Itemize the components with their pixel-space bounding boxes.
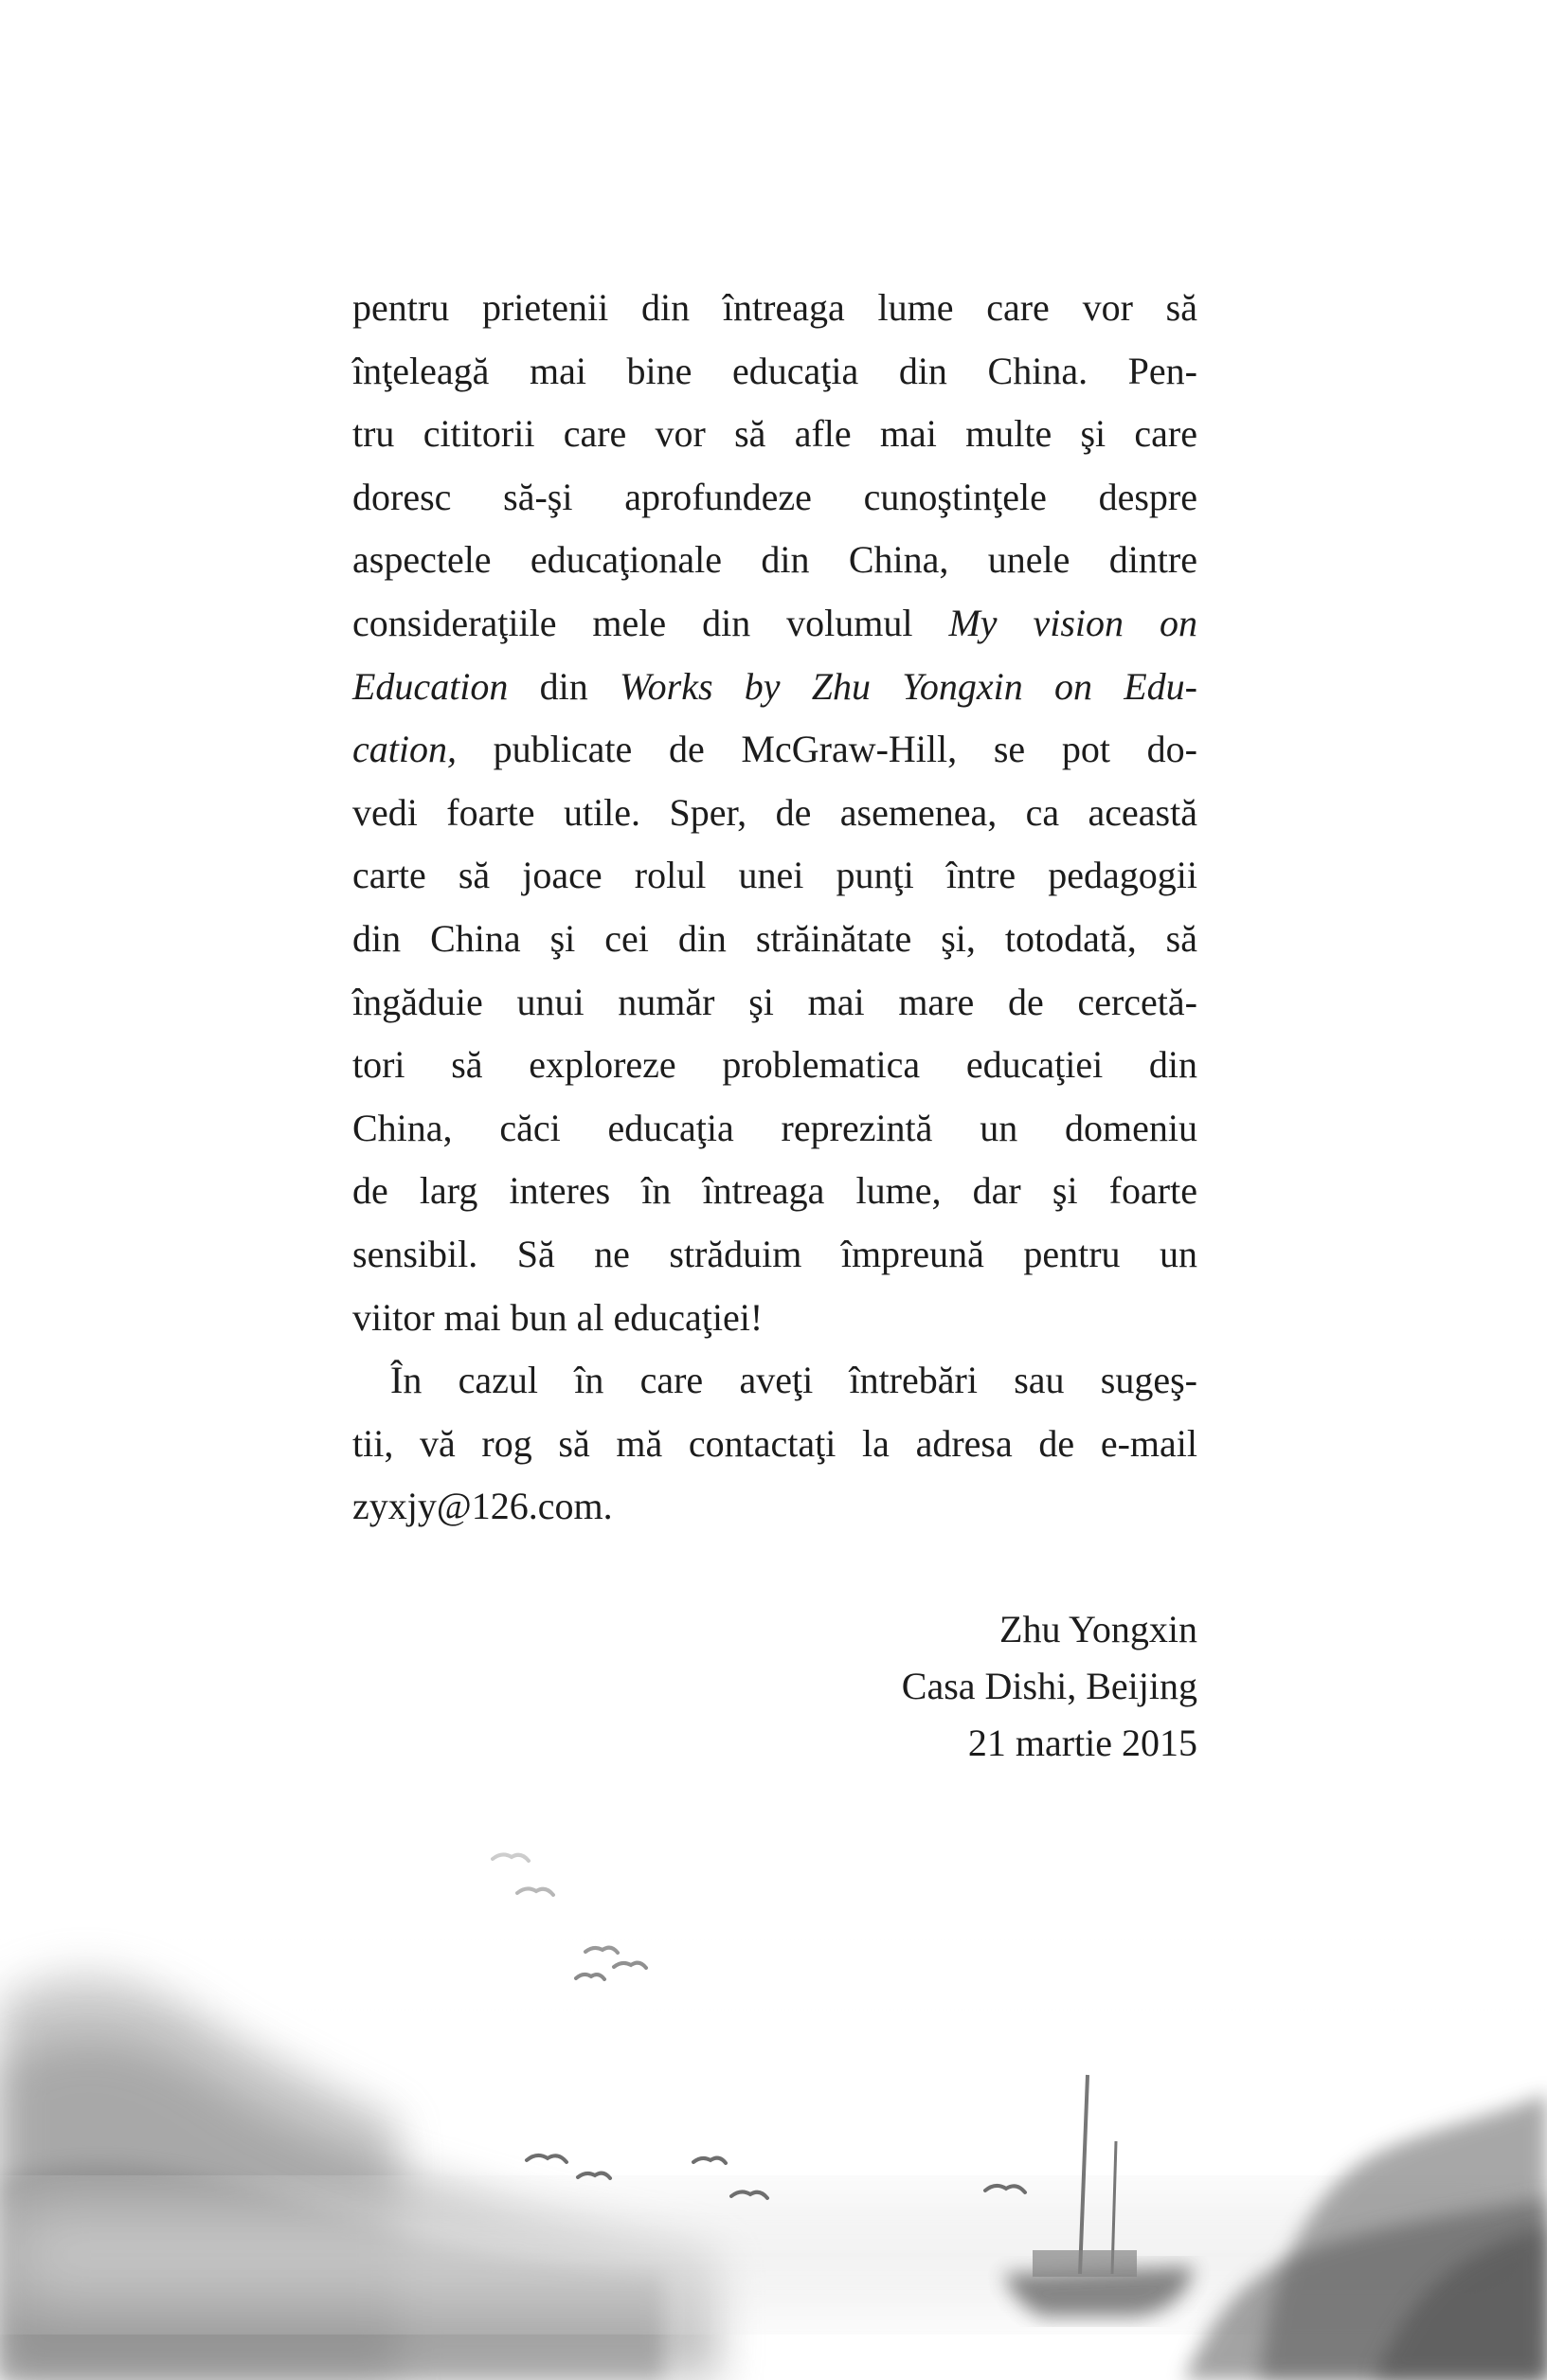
text-fragment: tori să exploreze problematica educaţiei din <box>352 1043 1197 1087</box>
bird <box>578 2173 610 2178</box>
bird <box>731 2191 767 2198</box>
text-line <box>352 340 1197 404</box>
italic-title: Education <box>352 664 509 708</box>
text-line <box>352 1287 1197 1350</box>
text-fragment: În cazul în care aveţi întrebări sau sugeş- <box>390 1359 1197 1402</box>
author-place: Casa Dishi, Beijing <box>901 1665 1197 1707</box>
text-line <box>352 844 1197 908</box>
text-line <box>352 277 1197 340</box>
text-fragment: China, căci educaţia reprezintă un domeniu <box>352 1106 1197 1149</box>
text-line <box>352 592 1197 656</box>
italic-title: My vision on <box>948 601 1197 644</box>
text-fragment: tru cititorii care vor să afle mai multe şi care <box>352 412 1197 456</box>
italic-title: cation, <box>352 728 457 771</box>
text-fragment: de larg interes în întreaga lume, dar şi foarte <box>352 1169 1197 1213</box>
signature-block <box>902 1601 1197 1772</box>
text-line <box>352 1475 1197 1539</box>
text-fragment: carte să joace rolul unei punţi între pedagogii <box>352 854 1197 897</box>
author-name: Zhu Yongxin <box>999 1608 1197 1650</box>
text-fragment: înţeleagă mai bine educaţia din China. Pen- <box>352 349 1197 392</box>
text-line <box>352 466 1197 530</box>
text-line <box>352 1097 1197 1161</box>
text-fragment: sensibil. Să ne străduim împreună pentru un <box>352 1232 1197 1275</box>
paragraph-1 <box>352 277 1197 1349</box>
bird <box>693 2158 726 2163</box>
text-fragment: consideraţiile mele din volumul <box>352 601 949 644</box>
text-line <box>352 782 1197 845</box>
text-line <box>352 1160 1197 1223</box>
letter-date: 21 martie 2015 <box>967 1722 1197 1764</box>
text-line <box>352 971 1197 1035</box>
text-fragment: tii, vă rog să mă contactaţi la adresa de e-mail <box>352 1421 1197 1465</box>
bird <box>985 2186 1025 2192</box>
text-fragment: publicate de McGraw-Hill, se pot do- <box>456 728 1197 771</box>
text-fragment: aspectele educaţionale din China, unele dintre <box>352 538 1197 582</box>
bird <box>527 2155 567 2162</box>
text-line <box>352 718 1197 782</box>
text-fragment: vedi foarte utile. Sper, de asemenea, ca această <box>352 790 1197 834</box>
text-line <box>352 908 1197 971</box>
ink-landscape-illustration <box>0 1781 1547 2380</box>
text-line <box>352 403 1197 466</box>
text-line <box>352 529 1197 592</box>
paragraph-2 <box>352 1349 1197 1539</box>
text-fragment: viitor mai bun al educaţiei! <box>352 1295 764 1339</box>
text-fragment: pentru prietenii din întreaga lume care vor să <box>352 286 1197 329</box>
text-fragment: din China şi cei din străinătate şi, totodată, să <box>352 916 1197 960</box>
text-line <box>352 1413 1197 1476</box>
sailing-boat <box>1004 2075 1194 2317</box>
text-fragment: zyxjy@126.com. <box>352 1485 613 1528</box>
text-fragment: doresc să-şi aprofundeze cunoştinţele despre <box>352 475 1197 518</box>
text-line <box>352 1034 1197 1097</box>
text-fragment: îngăduie unui număr şi mai mare de cercetă- <box>352 980 1197 1023</box>
text-line <box>352 1349 1197 1413</box>
text-fragment: din <box>508 664 621 708</box>
text-line <box>352 1223 1197 1287</box>
letter-body <box>352 277 1197 1539</box>
text-line <box>352 656 1197 719</box>
italic-title: Works by Zhu Yongxin on Edu- <box>620 664 1197 708</box>
top-fade <box>0 1781 1547 2028</box>
mountains-left <box>0 1973 720 2380</box>
